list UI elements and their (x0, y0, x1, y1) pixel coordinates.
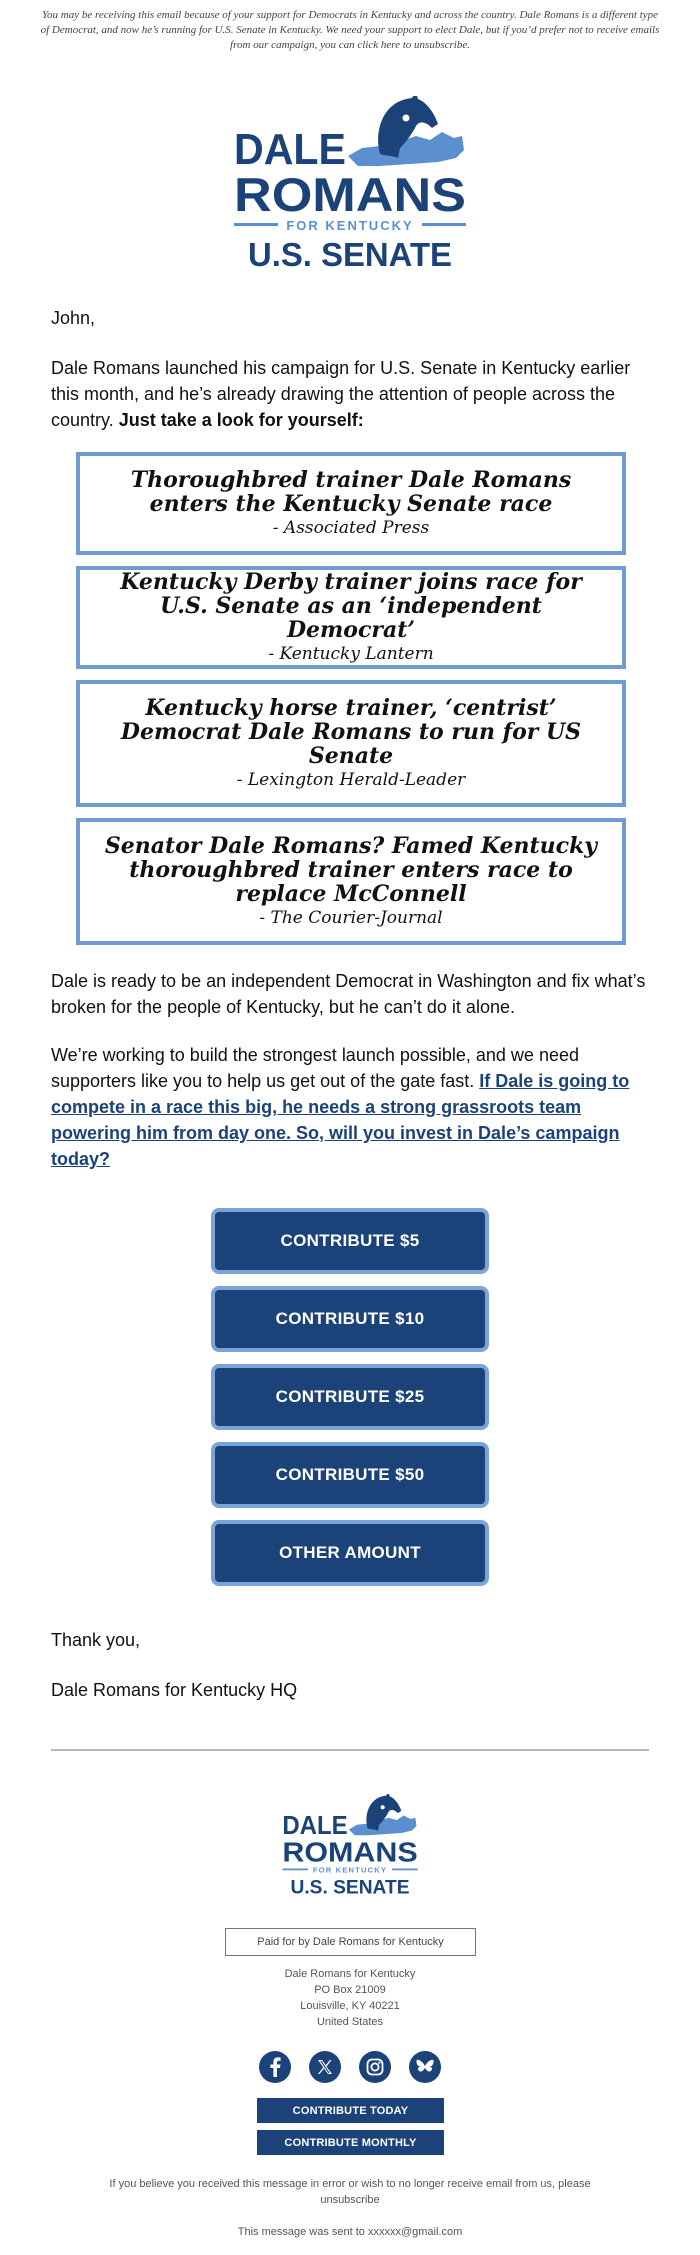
contribute-monthly-button[interactable]: CONTRIBUTE MONTHLY (257, 2130, 444, 2155)
contribute-10-button[interactable]: CONTRIBUTE $10 (211, 1286, 489, 1352)
quote-source: - Lexington Herald-Leader (236, 770, 466, 790)
logo-line-2: ROMANS (234, 168, 466, 221)
contribute-50-button[interactable]: CONTRIBUTE $50 (211, 1442, 489, 1508)
logo-line-3: FOR KENTUCKY (286, 218, 414, 233)
quote-source: - Kentucky Lantern (268, 644, 434, 664)
horse-kentucky-icon (349, 1794, 417, 1835)
ask-paragraph (51, 1042, 651, 1172)
logo-line-3: FOR KENTUCKY (312, 1865, 388, 1875)
quote-headline: Kentucky horse trainer, ‘centrist’ Democrat Dale Romans to run for US Senate (120, 695, 582, 769)
address-line: United States (316, 2016, 384, 2028)
unsubscribe-notice (80, 2176, 620, 2208)
quote-source: - The Courier-Journal (259, 908, 443, 928)
address-line: PO Box 21009 (314, 1984, 386, 1996)
signature: Dale Romans for Kentucky HQ (51, 1680, 298, 1700)
quote-source: - Associated Press (272, 518, 430, 538)
x-icon[interactable] (309, 2051, 341, 2083)
logo-line-4: U.S. SENATE (290, 1877, 410, 1897)
contribute-5-button[interactable]: CONTRIBUTE $5 (211, 1208, 489, 1274)
preheader-text: You may be receiving this email because of your support for Democrats in Kentucky and across the country. Dale Romans is a different type of Democrat, and now he’s running for U.S. Senate in Kentucky. We need your support to elect Dale, but if you’d prefer not to receive emails from our campaign, you can click here to unsubscribe. (40, 9, 660, 51)
sent-to-notice (150, 2226, 550, 2238)
sent-to-text: This message was sent to (237, 2226, 368, 2238)
quote-headline: Kentucky Derby trainer joins race for U.S. Senate as an ‘independent Democrat’ (120, 569, 582, 643)
intro-bold-text: Just take a look for yourself: (118, 410, 364, 430)
facebook-icon[interactable] (259, 2051, 291, 2083)
paid-for-disclaimer: Paid for by Dale Romans for Kentucky (225, 1928, 476, 1956)
press-quote-box (76, 818, 626, 945)
quote-headline: Thoroughbred trainer Dale Romans enters the Kentucky Senate race (130, 467, 572, 517)
support-paragraph: Dale is ready to be an independent Democrat in Washington and fix what’s broken for the people of Kentucky, but he can’t do it alone. (51, 971, 646, 1017)
logo-line-4: U.S. SENATE (248, 236, 452, 271)
address-line: Dale Romans for Kentucky (284, 1968, 416, 1980)
bluesky-icon[interactable] (409, 2051, 441, 2083)
mailing-address (200, 1966, 500, 2030)
disclaimer-text: If you believe you received this message in error or wish to no longer receive email from us, please (109, 2178, 591, 2190)
intro-paragraph (51, 355, 651, 433)
footer-campaign-logo (280, 1794, 420, 1897)
address-line: Louisville, KY 40221 (300, 2000, 400, 2012)
campaign-logo (230, 96, 470, 271)
other-amount-button[interactable]: OTHER AMOUNT (211, 1520, 489, 1586)
logo-line-2: ROMANS (282, 1836, 418, 1868)
recipient-email: xxxxxx@gmail.com (367, 2226, 463, 2238)
intro-text: Dale Romans launched his campaign for U.S. Senate in Kentucky earlier this month, and he’s already drawing the attention of people across the country. (51, 358, 631, 430)
press-quote-box (76, 680, 626, 807)
thank-you-text: Thank you, (51, 1630, 141, 1650)
quote-headline: Senator Dale Romans? Famed Kentucky thoroughbred trainer enters race to replace McConnell (104, 833, 598, 907)
unsubscribe-link[interactable]: unsubscribe (320, 2194, 380, 2206)
logo-line-1: DALE (282, 1812, 348, 1841)
press-quote-box (76, 566, 626, 669)
logo-line-1: DALE (234, 125, 346, 174)
ask-text: We’re working to build the strongest launch possible, and we need supporters like you to help us get out of the gate fast. (51, 1045, 579, 1091)
greeting: John, (51, 308, 96, 328)
contribute-25-button[interactable]: CONTRIBUTE $25 (211, 1364, 489, 1430)
contribute-today-button[interactable]: CONTRIBUTE TODAY (257, 2098, 444, 2123)
horse-kentucky-icon (348, 96, 464, 166)
press-quote-box (76, 452, 626, 555)
invest-link[interactable]: If Dale is going to compete in a race this big, he needs a strong grassroots team powering him from day one. So, will you invest in Dale’s campaign today? (51, 1071, 630, 1169)
instagram-icon[interactable] (359, 2051, 391, 2083)
footer-divider (51, 1749, 649, 1751)
